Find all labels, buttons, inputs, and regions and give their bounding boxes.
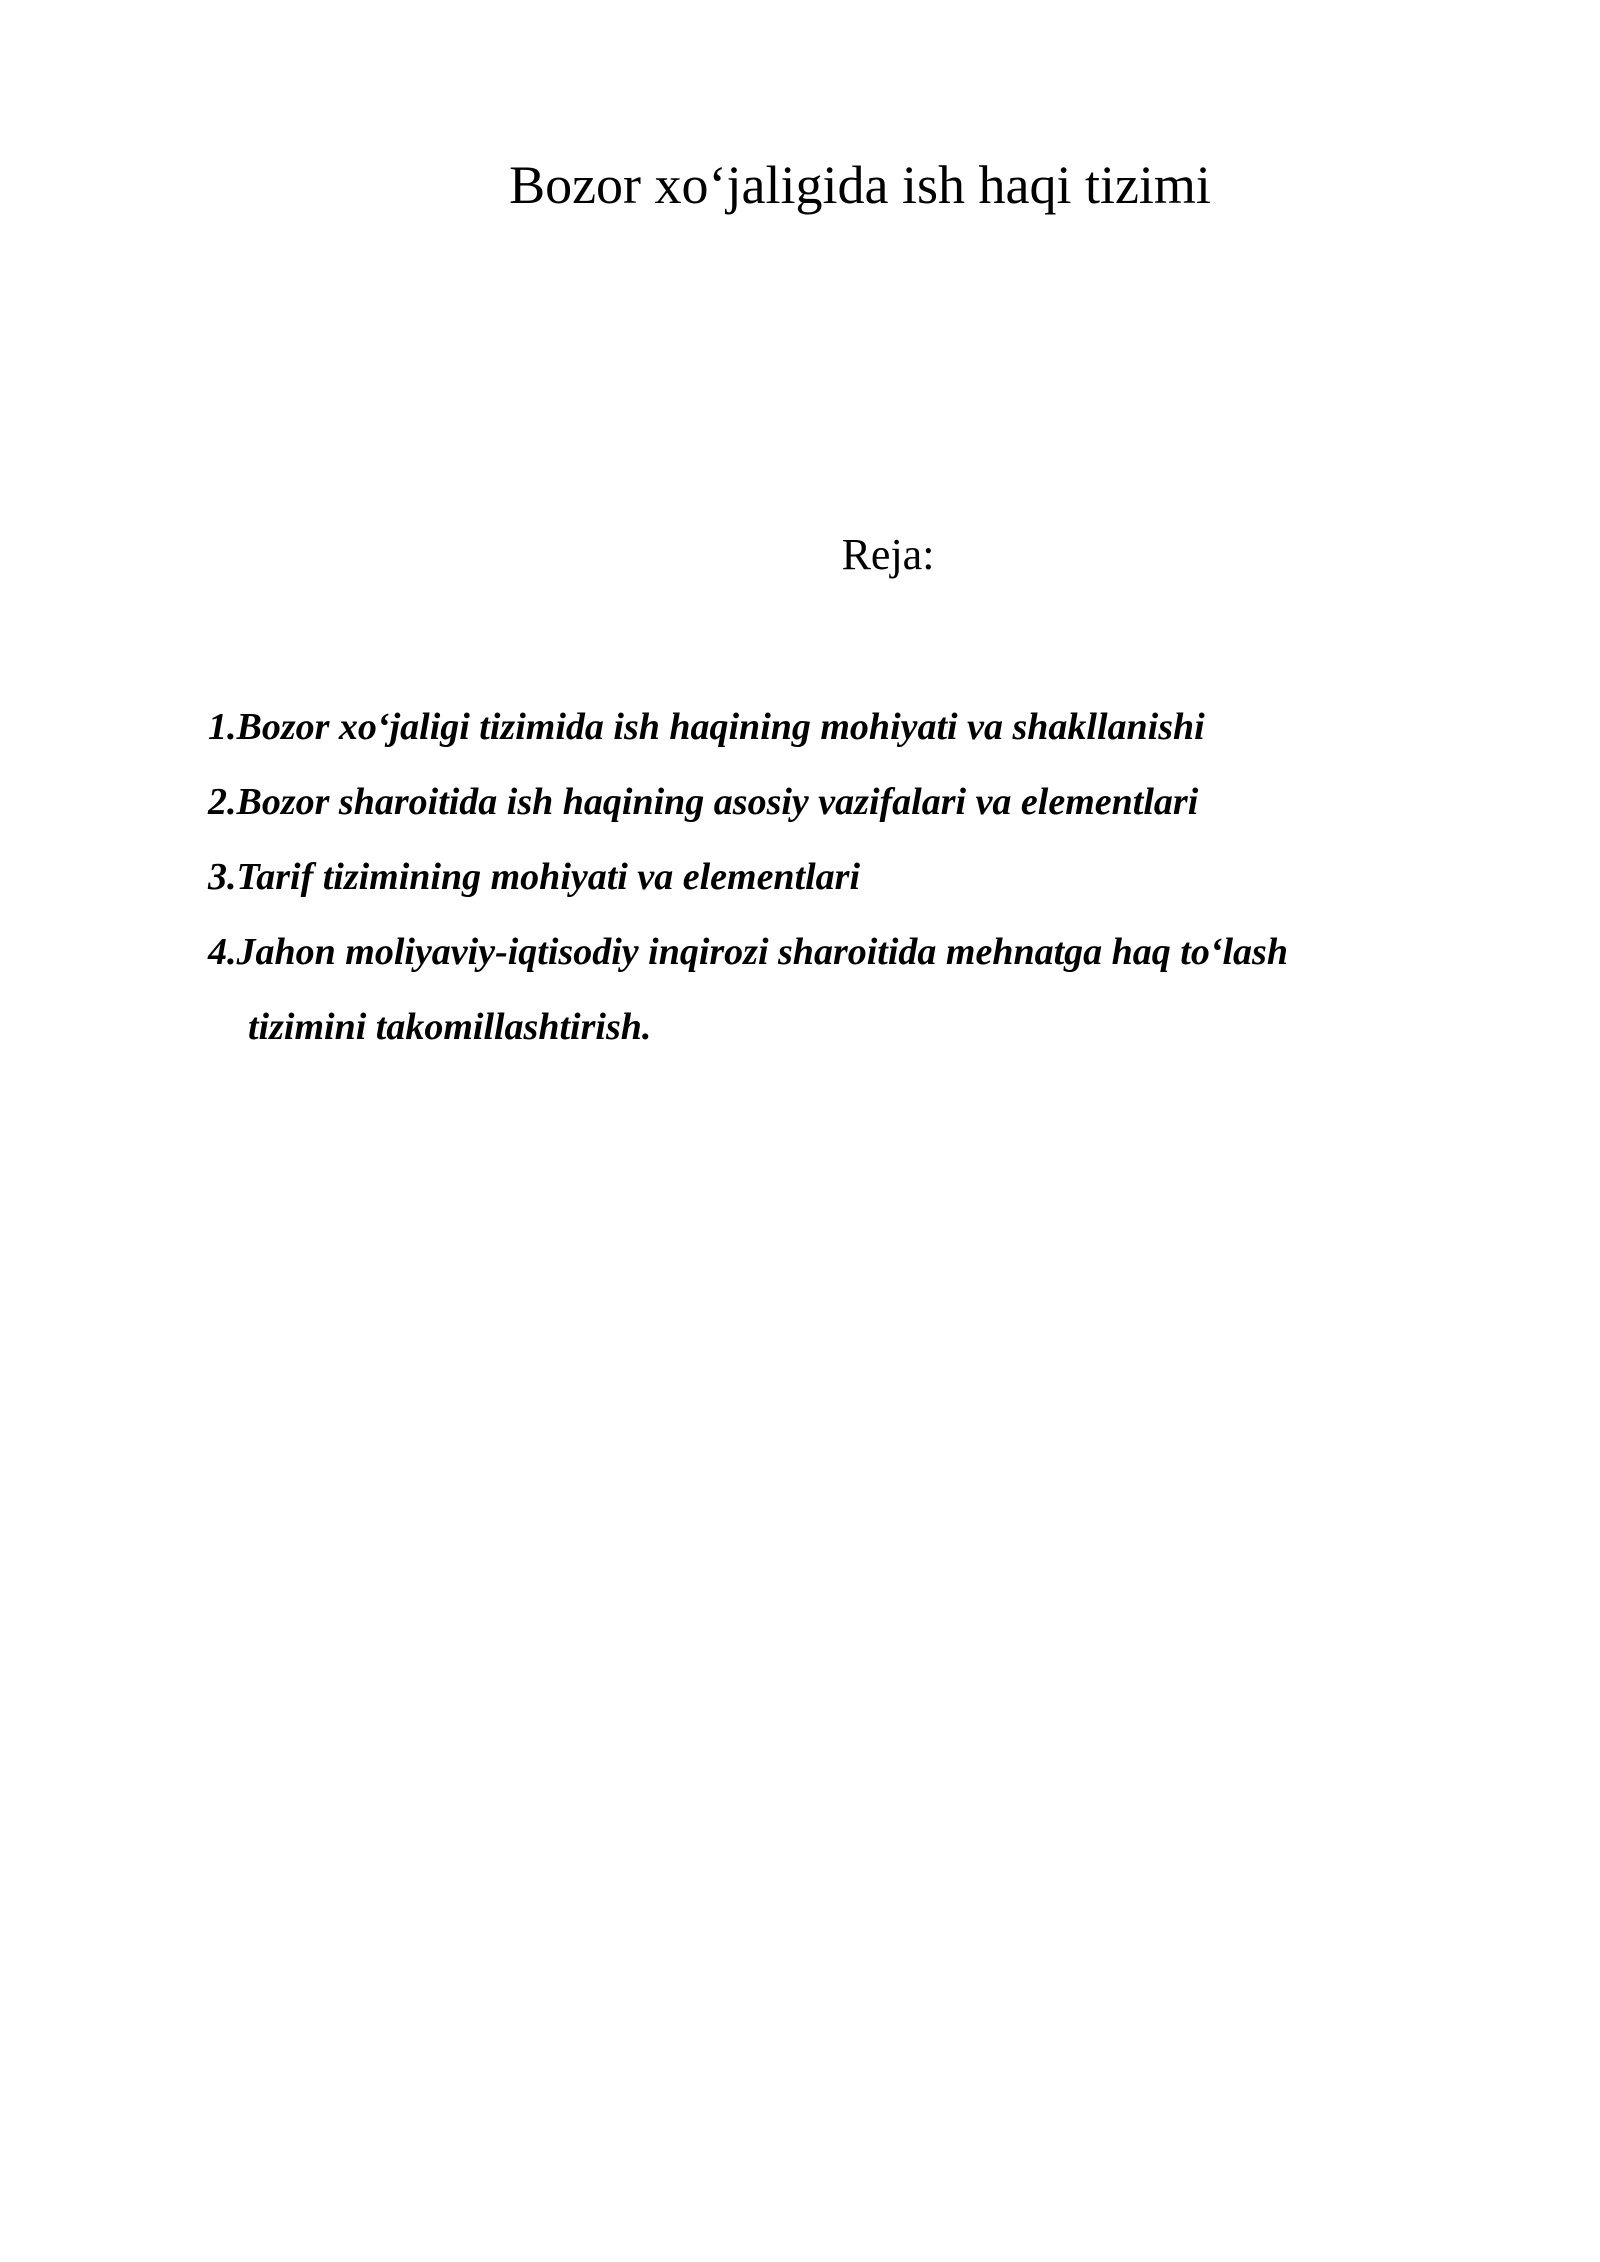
- plan-item-4: [208, 915, 1458, 1065]
- plan-heading: Reja:: [841, 530, 935, 579]
- plan-item-text: 2.Bozor sharoitida ish haqining asosiy vazifalari va elementlari: [208, 781, 1199, 823]
- plan-list: [208, 690, 1458, 1065]
- plan-item-2: [208, 765, 1458, 840]
- plan-item-continuation: tizimini takomillashtirish.: [248, 1006, 652, 1048]
- plan-item-3: [208, 840, 1458, 915]
- plan-item-text: 1.Bozor xo‘jaligi tizimida ish haqining mohiyati va shakllanishi: [208, 706, 1205, 748]
- plan-item-text: 4.Jahon moliyaviy-iqtisodiy inqirozi sharoitida mehnatga haq to‘lash: [208, 931, 1288, 973]
- plan-item-text: 3.Tarif tizimining mohiyati va elementlari: [208, 856, 861, 898]
- plan-item-1: [208, 690, 1458, 765]
- document-title: Bozor xo‘jaligida ish haqi tizimi: [509, 155, 1211, 215]
